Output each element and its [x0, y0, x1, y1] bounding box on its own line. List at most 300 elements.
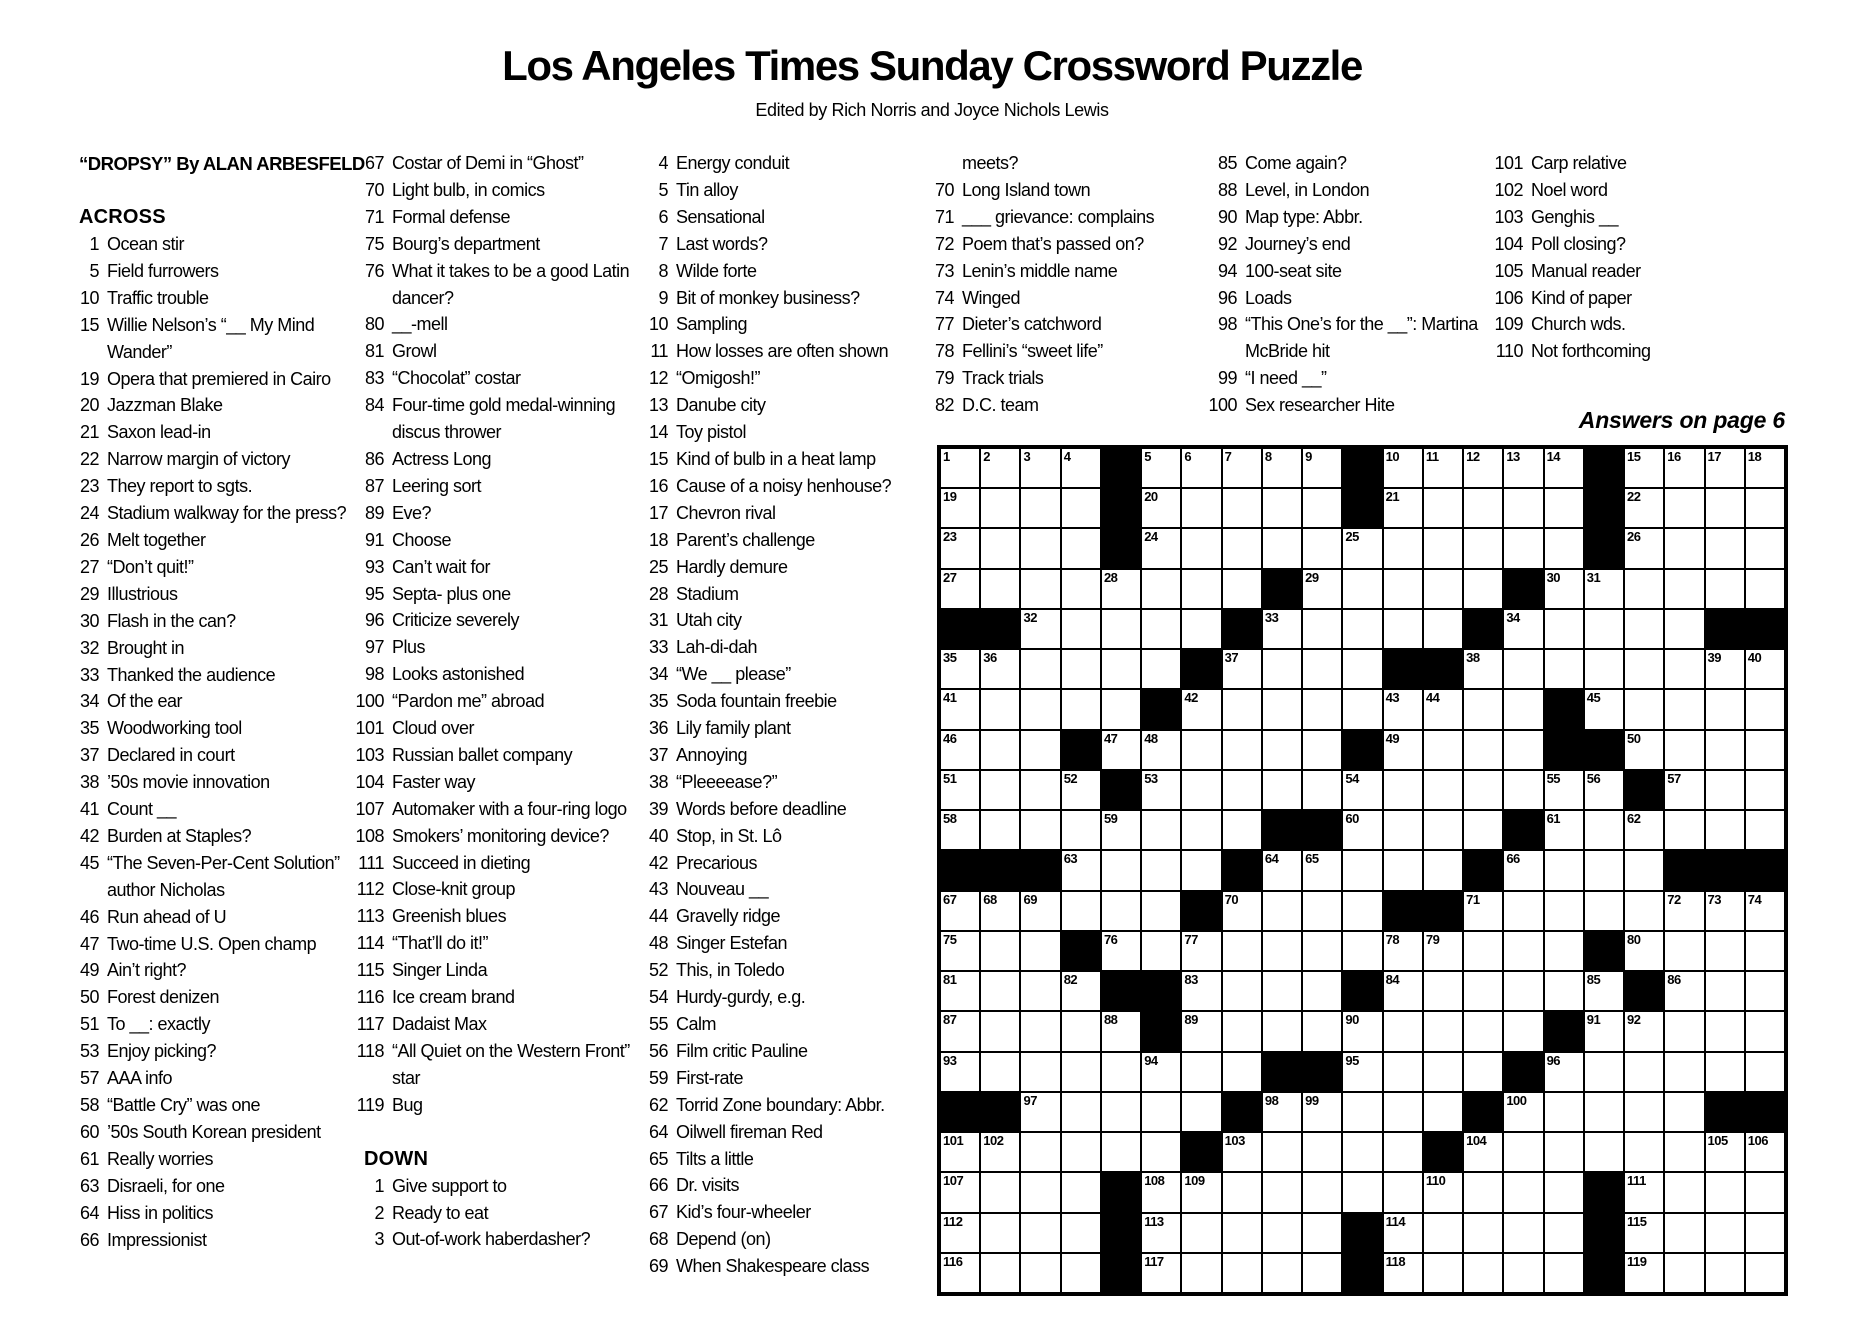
- grid-cell-r19c15[interactable]: [1503, 1172, 1543, 1212]
- grid-cell-r8c14[interactable]: [1463, 730, 1503, 770]
- grid-cell-r3c11[interactable]: [1342, 528, 1382, 568]
- grid-cell-r13c11[interactable]: [1342, 931, 1382, 971]
- grid-cell-r17c13[interactable]: [1423, 1092, 1463, 1132]
- grid-cell-r7c8[interactable]: [1222, 689, 1262, 729]
- grid-cell-r20c16[interactable]: [1544, 1213, 1584, 1253]
- grid-cell-r5c18[interactable]: [1624, 609, 1664, 649]
- grid-cell-r6c10[interactable]: [1302, 649, 1342, 689]
- grid-cell-r17c9[interactable]: [1262, 1092, 1302, 1132]
- grid-cell-r4c11[interactable]: [1342, 569, 1382, 609]
- grid-cell-r4c7[interactable]: [1181, 569, 1221, 609]
- grid-cell-r11c6[interactable]: [1141, 850, 1181, 890]
- grid-cell-r21c7[interactable]: [1181, 1253, 1221, 1293]
- grid-cell-r19c3[interactable]: [1020, 1172, 1060, 1212]
- grid-cell-r15c1[interactable]: [940, 1011, 980, 1051]
- grid-cell-r20c6[interactable]: [1141, 1213, 1181, 1253]
- grid-cell-r17c12[interactable]: [1383, 1092, 1423, 1132]
- grid-cell-r7c1[interactable]: [940, 689, 980, 729]
- grid-cell-r14c17[interactable]: [1584, 971, 1624, 1011]
- grid-cell-r8c3[interactable]: [1020, 730, 1060, 770]
- grid-cell-r18c3[interactable]: [1020, 1132, 1060, 1172]
- grid-cell-r2c13[interactable]: [1423, 488, 1463, 528]
- grid-cell-r19c10[interactable]: [1302, 1172, 1342, 1212]
- grid-cell-r16c21[interactable]: [1745, 1052, 1785, 1092]
- grid-cell-r8c7[interactable]: [1181, 730, 1221, 770]
- grid-cell-r8c20[interactable]: [1705, 730, 1745, 770]
- grid-cell-r4c6[interactable]: [1141, 569, 1181, 609]
- grid-cell-r6c16[interactable]: [1544, 649, 1584, 689]
- grid-cell-r16c11[interactable]: [1342, 1052, 1382, 1092]
- grid-cell-r3c4[interactable]: [1061, 528, 1101, 568]
- grid-cell-r3c12[interactable]: [1383, 528, 1423, 568]
- grid-cell-r5c4[interactable]: [1061, 609, 1101, 649]
- grid-cell-r16c3[interactable]: [1020, 1052, 1060, 1092]
- grid-cell-r9c15[interactable]: [1503, 770, 1543, 810]
- grid-cell-r21c1[interactable]: [940, 1253, 980, 1293]
- grid-cell-r11c17[interactable]: [1584, 850, 1624, 890]
- grid-cell-r16c13[interactable]: [1423, 1052, 1463, 1092]
- grid-cell-r10c21[interactable]: [1745, 810, 1785, 850]
- grid-cell-r9c10[interactable]: [1302, 770, 1342, 810]
- grid-cell-r7c4[interactable]: [1061, 689, 1101, 729]
- grid-cell-r21c3[interactable]: [1020, 1253, 1060, 1293]
- grid-cell-r2c15[interactable]: [1503, 488, 1543, 528]
- grid-cell-r12c14[interactable]: [1463, 891, 1503, 931]
- grid-cell-r17c5[interactable]: [1101, 1092, 1141, 1132]
- grid-cell-r18c6[interactable]: [1141, 1132, 1181, 1172]
- grid-cell-r2c10[interactable]: [1302, 488, 1342, 528]
- grid-cell-r9c3[interactable]: [1020, 770, 1060, 810]
- grid-cell-r14c20[interactable]: [1705, 971, 1745, 1011]
- grid-cell-r14c1[interactable]: [940, 971, 980, 1011]
- grid-cell-r20c13[interactable]: [1423, 1213, 1463, 1253]
- grid-cell-r13c18[interactable]: [1624, 931, 1664, 971]
- grid-cell-r18c18[interactable]: [1624, 1132, 1664, 1172]
- grid-cell-r9c7[interactable]: [1181, 770, 1221, 810]
- grid-cell-r17c18[interactable]: [1624, 1092, 1664, 1132]
- grid-cell-r4c13[interactable]: [1423, 569, 1463, 609]
- grid-cell-r7c7[interactable]: [1181, 689, 1221, 729]
- grid-cell-r8c21[interactable]: [1745, 730, 1785, 770]
- grid-cell-r13c19[interactable]: [1664, 931, 1704, 971]
- grid-cell-r4c8[interactable]: [1222, 569, 1262, 609]
- grid-cell-r18c4[interactable]: [1061, 1132, 1101, 1172]
- grid-cell-r14c2[interactable]: [980, 971, 1020, 1011]
- grid-cell-r14c8[interactable]: [1222, 971, 1262, 1011]
- grid-cell-r20c21[interactable]: [1745, 1213, 1785, 1253]
- grid-cell-r5c15[interactable]: [1503, 609, 1543, 649]
- grid-cell-r2c18[interactable]: [1624, 488, 1664, 528]
- grid-cell-r15c4[interactable]: [1061, 1011, 1101, 1051]
- grid-cell-r8c5[interactable]: [1101, 730, 1141, 770]
- grid-cell-r20c9[interactable]: [1262, 1213, 1302, 1253]
- grid-cell-r3c15[interactable]: [1503, 528, 1543, 568]
- grid-cell-r11c18[interactable]: [1624, 850, 1664, 890]
- grid-cell-r3c16[interactable]: [1544, 528, 1584, 568]
- grid-cell-r5c9[interactable]: [1262, 609, 1302, 649]
- grid-cell-r14c9[interactable]: [1262, 971, 1302, 1011]
- grid-cell-r10c5[interactable]: [1101, 810, 1141, 850]
- grid-cell-r4c20[interactable]: [1705, 569, 1745, 609]
- grid-cell-r6c15[interactable]: [1503, 649, 1543, 689]
- grid-cell-r8c12[interactable]: [1383, 730, 1423, 770]
- grid-cell-r21c10[interactable]: [1302, 1253, 1342, 1293]
- grid-cell-r5c6[interactable]: [1141, 609, 1181, 649]
- grid-cell-r5c5[interactable]: [1101, 609, 1141, 649]
- grid-cell-r11c9[interactable]: [1262, 850, 1302, 890]
- grid-cell-r16c20[interactable]: [1705, 1052, 1745, 1092]
- grid-cell-r11c4[interactable]: [1061, 850, 1101, 890]
- grid-cell-r16c2[interactable]: [980, 1052, 1020, 1092]
- grid-cell-r12c11[interactable]: [1342, 891, 1382, 931]
- grid-cell-r20c8[interactable]: [1222, 1213, 1262, 1253]
- grid-cell-r12c4[interactable]: [1061, 891, 1101, 931]
- grid-cell-r6c11[interactable]: [1342, 649, 1382, 689]
- grid-cell-r21c18[interactable]: [1624, 1253, 1664, 1293]
- grid-cell-r10c1[interactable]: [940, 810, 980, 850]
- grid-cell-r12c15[interactable]: [1503, 891, 1543, 931]
- grid-cell-r21c21[interactable]: [1745, 1253, 1785, 1293]
- grid-cell-r10c8[interactable]: [1222, 810, 1262, 850]
- grid-cell-r16c12[interactable]: [1383, 1052, 1423, 1092]
- grid-cell-r8c15[interactable]: [1503, 730, 1543, 770]
- grid-cell-r20c4[interactable]: [1061, 1213, 1101, 1253]
- grid-cell-r11c10[interactable]: [1302, 850, 1342, 890]
- grid-cell-r3c13[interactable]: [1423, 528, 1463, 568]
- grid-cell-r15c10[interactable]: [1302, 1011, 1342, 1051]
- grid-cell-r8c8[interactable]: [1222, 730, 1262, 770]
- grid-cell-r11c5[interactable]: [1101, 850, 1141, 890]
- grid-cell-r18c15[interactable]: [1503, 1132, 1543, 1172]
- grid-cell-r21c9[interactable]: [1262, 1253, 1302, 1293]
- grid-cell-r14c16[interactable]: [1544, 971, 1584, 1011]
- grid-cell-r17c16[interactable]: [1544, 1092, 1584, 1132]
- grid-cell-r10c4[interactable]: [1061, 810, 1101, 850]
- grid-cell-r3c10[interactable]: [1302, 528, 1342, 568]
- grid-cell-r1c12[interactable]: [1383, 448, 1423, 488]
- grid-cell-r1c21[interactable]: [1745, 448, 1785, 488]
- grid-cell-r7c5[interactable]: [1101, 689, 1141, 729]
- grid-cell-r18c8[interactable]: [1222, 1132, 1262, 1172]
- grid-cell-r19c21[interactable]: [1745, 1172, 1785, 1212]
- grid-cell-r10c6[interactable]: [1141, 810, 1181, 850]
- grid-cell-r5c16[interactable]: [1544, 609, 1584, 649]
- grid-cell-r10c17[interactable]: [1584, 810, 1624, 850]
- grid-cell-r13c9[interactable]: [1262, 931, 1302, 971]
- grid-cell-r11c12[interactable]: [1383, 850, 1423, 890]
- grid-cell-r10c2[interactable]: [980, 810, 1020, 850]
- grid-cell-r3c8[interactable]: [1222, 528, 1262, 568]
- grid-cell-r3c7[interactable]: [1181, 528, 1221, 568]
- grid-cell-r17c11[interactable]: [1342, 1092, 1382, 1132]
- grid-cell-r13c6[interactable]: [1141, 931, 1181, 971]
- grid-cell-r8c2[interactable]: [980, 730, 1020, 770]
- grid-cell-r21c4[interactable]: [1061, 1253, 1101, 1293]
- grid-cell-r2c9[interactable]: [1262, 488, 1302, 528]
- grid-cell-r7c21[interactable]: [1745, 689, 1785, 729]
- grid-cell-r11c7[interactable]: [1181, 850, 1221, 890]
- grid-cell-r17c7[interactable]: [1181, 1092, 1221, 1132]
- grid-cell-r9c17[interactable]: [1584, 770, 1624, 810]
- grid-cell-r8c6[interactable]: [1141, 730, 1181, 770]
- grid-cell-r15c13[interactable]: [1423, 1011, 1463, 1051]
- grid-cell-r17c6[interactable]: [1141, 1092, 1181, 1132]
- grid-cell-r14c7[interactable]: [1181, 971, 1221, 1011]
- grid-cell-r11c13[interactable]: [1423, 850, 1463, 890]
- grid-cell-r6c6[interactable]: [1141, 649, 1181, 689]
- grid-cell-r17c3[interactable]: [1020, 1092, 1060, 1132]
- grid-cell-r7c20[interactable]: [1705, 689, 1745, 729]
- grid-cell-r16c16[interactable]: [1544, 1052, 1584, 1092]
- grid-cell-r3c20[interactable]: [1705, 528, 1745, 568]
- grid-cell-r9c2[interactable]: [980, 770, 1020, 810]
- grid-cell-r9c12[interactable]: [1383, 770, 1423, 810]
- grid-cell-r8c19[interactable]: [1664, 730, 1704, 770]
- grid-cell-r1c6[interactable]: [1141, 448, 1181, 488]
- grid-cell-r4c5[interactable]: [1101, 569, 1141, 609]
- grid-cell-r10c7[interactable]: [1181, 810, 1221, 850]
- grid-cell-r9c6[interactable]: [1141, 770, 1181, 810]
- grid-cell-r12c19[interactable]: [1664, 891, 1704, 931]
- grid-cell-r11c16[interactable]: [1544, 850, 1584, 890]
- grid-cell-r13c3[interactable]: [1020, 931, 1060, 971]
- grid-cell-r16c7[interactable]: [1181, 1052, 1221, 1092]
- grid-cell-r1c2[interactable]: [980, 448, 1020, 488]
- grid-cell-r20c2[interactable]: [980, 1213, 1020, 1253]
- grid-cell-r19c2[interactable]: [980, 1172, 1020, 1212]
- grid-cell-r6c17[interactable]: [1584, 649, 1624, 689]
- grid-cell-r19c11[interactable]: [1342, 1172, 1382, 1212]
- grid-cell-r14c12[interactable]: [1383, 971, 1423, 1011]
- grid-cell-r6c21[interactable]: [1745, 649, 1785, 689]
- grid-cell-r4c4[interactable]: [1061, 569, 1101, 609]
- grid-cell-r15c19[interactable]: [1664, 1011, 1704, 1051]
- grid-cell-r21c14[interactable]: [1463, 1253, 1503, 1293]
- grid-cell-r3c6[interactable]: [1141, 528, 1181, 568]
- grid-cell-r9c20[interactable]: [1705, 770, 1745, 810]
- grid-cell-r14c3[interactable]: [1020, 971, 1060, 1011]
- grid-cell-r2c19[interactable]: [1664, 488, 1704, 528]
- grid-cell-r20c18[interactable]: [1624, 1213, 1664, 1253]
- grid-cell-r16c19[interactable]: [1664, 1052, 1704, 1092]
- grid-cell-r1c14[interactable]: [1463, 448, 1503, 488]
- grid-cell-r8c1[interactable]: [940, 730, 980, 770]
- grid-cell-r6c19[interactable]: [1664, 649, 1704, 689]
- grid-cell-r3c14[interactable]: [1463, 528, 1503, 568]
- grid-cell-r12c6[interactable]: [1141, 891, 1181, 931]
- grid-cell-r1c13[interactable]: [1423, 448, 1463, 488]
- grid-cell-r12c5[interactable]: [1101, 891, 1141, 931]
- grid-cell-r14c21[interactable]: [1745, 971, 1785, 1011]
- grid-cell-r19c18[interactable]: [1624, 1172, 1664, 1212]
- grid-cell-r12c9[interactable]: [1262, 891, 1302, 931]
- grid-cell-r13c7[interactable]: [1181, 931, 1221, 971]
- grid-cell-r2c16[interactable]: [1544, 488, 1584, 528]
- grid-cell-r21c15[interactable]: [1503, 1253, 1543, 1293]
- grid-cell-r12c17[interactable]: [1584, 891, 1624, 931]
- grid-cell-r4c12[interactable]: [1383, 569, 1423, 609]
- grid-cell-r10c3[interactable]: [1020, 810, 1060, 850]
- grid-cell-r2c14[interactable]: [1463, 488, 1503, 528]
- grid-cell-r3c21[interactable]: [1745, 528, 1785, 568]
- grid-cell-r9c9[interactable]: [1262, 770, 1302, 810]
- grid-cell-r10c18[interactable]: [1624, 810, 1664, 850]
- grid-cell-r18c16[interactable]: [1544, 1132, 1584, 1172]
- grid-cell-r15c11[interactable]: [1342, 1011, 1382, 1051]
- grid-cell-r9c16[interactable]: [1544, 770, 1584, 810]
- grid-cell-r7c17[interactable]: [1584, 689, 1624, 729]
- grid-cell-r21c16[interactable]: [1544, 1253, 1584, 1293]
- grid-cell-r16c6[interactable]: [1141, 1052, 1181, 1092]
- grid-cell-r5c19[interactable]: [1664, 609, 1704, 649]
- grid-cell-r6c8[interactable]: [1222, 649, 1262, 689]
- grid-cell-r4c19[interactable]: [1664, 569, 1704, 609]
- grid-cell-r12c1[interactable]: [940, 891, 980, 931]
- grid-cell-r3c3[interactable]: [1020, 528, 1060, 568]
- grid-cell-r1c18[interactable]: [1624, 448, 1664, 488]
- grid-cell-r2c8[interactable]: [1222, 488, 1262, 528]
- grid-cell-r10c11[interactable]: [1342, 810, 1382, 850]
- grid-cell-r11c11[interactable]: [1342, 850, 1382, 890]
- grid-cell-r18c10[interactable]: [1302, 1132, 1342, 1172]
- grid-cell-r4c17[interactable]: [1584, 569, 1624, 609]
- grid-cell-r14c14[interactable]: [1463, 971, 1503, 1011]
- grid-cell-r9c1[interactable]: [940, 770, 980, 810]
- grid-cell-r10c19[interactable]: [1664, 810, 1704, 850]
- grid-cell-r18c2[interactable]: [980, 1132, 1020, 1172]
- grid-cell-r10c16[interactable]: [1544, 810, 1584, 850]
- grid-cell-r3c19[interactable]: [1664, 528, 1704, 568]
- grid-cell-r19c19[interactable]: [1664, 1172, 1704, 1212]
- grid-cell-r2c7[interactable]: [1181, 488, 1221, 528]
- grid-cell-r20c12[interactable]: [1383, 1213, 1423, 1253]
- grid-cell-r1c3[interactable]: [1020, 448, 1060, 488]
- grid-cell-r1c20[interactable]: [1705, 448, 1745, 488]
- grid-cell-r10c13[interactable]: [1423, 810, 1463, 850]
- grid-cell-r15c5[interactable]: [1101, 1011, 1141, 1051]
- grid-cell-r20c3[interactable]: [1020, 1213, 1060, 1253]
- grid-cell-r16c14[interactable]: [1463, 1052, 1503, 1092]
- grid-cell-r2c20[interactable]: [1705, 488, 1745, 528]
- grid-cell-r13c2[interactable]: [980, 931, 1020, 971]
- grid-cell-r20c7[interactable]: [1181, 1213, 1221, 1253]
- grid-cell-r20c15[interactable]: [1503, 1213, 1543, 1253]
- grid-cell-r15c2[interactable]: [980, 1011, 1020, 1051]
- grid-cell-r2c4[interactable]: [1061, 488, 1101, 528]
- grid-cell-r20c20[interactable]: [1705, 1213, 1745, 1253]
- grid-cell-r5c7[interactable]: [1181, 609, 1221, 649]
- grid-cell-r15c18[interactable]: [1624, 1011, 1664, 1051]
- grid-cell-r7c15[interactable]: [1503, 689, 1543, 729]
- grid-cell-r14c4[interactable]: [1061, 971, 1101, 1011]
- grid-cell-r15c8[interactable]: [1222, 1011, 1262, 1051]
- grid-cell-r20c1[interactable]: [940, 1213, 980, 1253]
- grid-cell-r18c5[interactable]: [1101, 1132, 1141, 1172]
- grid-cell-r1c10[interactable]: [1302, 448, 1342, 488]
- grid-cell-r10c14[interactable]: [1463, 810, 1503, 850]
- grid-cell-r4c1[interactable]: [940, 569, 980, 609]
- grid-cell-r17c4[interactable]: [1061, 1092, 1101, 1132]
- grid-cell-r13c1[interactable]: [940, 931, 980, 971]
- grid-cell-r18c1[interactable]: [940, 1132, 980, 1172]
- grid-cell-r6c3[interactable]: [1020, 649, 1060, 689]
- grid-cell-r14c19[interactable]: [1664, 971, 1704, 1011]
- grid-cell-r12c8[interactable]: [1222, 891, 1262, 931]
- grid-cell-r6c1[interactable]: [940, 649, 980, 689]
- grid-cell-r9c4[interactable]: [1061, 770, 1101, 810]
- grid-cell-r18c20[interactable]: [1705, 1132, 1745, 1172]
- grid-cell-r6c20[interactable]: [1705, 649, 1745, 689]
- grid-cell-r21c6[interactable]: [1141, 1253, 1181, 1293]
- grid-cell-r5c11[interactable]: [1342, 609, 1382, 649]
- grid-cell-r7c13[interactable]: [1423, 689, 1463, 729]
- grid-cell-r17c10[interactable]: [1302, 1092, 1342, 1132]
- grid-cell-r15c15[interactable]: [1503, 1011, 1543, 1051]
- grid-cell-r16c18[interactable]: [1624, 1052, 1664, 1092]
- grid-cell-r5c3[interactable]: [1020, 609, 1060, 649]
- grid-cell-r18c21[interactable]: [1745, 1132, 1785, 1172]
- grid-cell-r12c3[interactable]: [1020, 891, 1060, 931]
- grid-cell-r2c2[interactable]: [980, 488, 1020, 528]
- grid-cell-r20c14[interactable]: [1463, 1213, 1503, 1253]
- grid-cell-r19c1[interactable]: [940, 1172, 980, 1212]
- grid-cell-r17c15[interactable]: [1503, 1092, 1543, 1132]
- grid-cell-r12c20[interactable]: [1705, 891, 1745, 931]
- grid-cell-r4c2[interactable]: [980, 569, 1020, 609]
- grid-cell-r3c18[interactable]: [1624, 528, 1664, 568]
- grid-cell-r18c12[interactable]: [1383, 1132, 1423, 1172]
- grid-cell-r8c18[interactable]: [1624, 730, 1664, 770]
- grid-cell-r15c12[interactable]: [1383, 1011, 1423, 1051]
- grid-cell-r19c8[interactable]: [1222, 1172, 1262, 1212]
- grid-cell-r19c7[interactable]: [1181, 1172, 1221, 1212]
- grid-cell-r5c12[interactable]: [1383, 609, 1423, 649]
- grid-cell-r19c4[interactable]: [1061, 1172, 1101, 1212]
- grid-cell-r3c1[interactable]: [940, 528, 980, 568]
- grid-cell-r4c18[interactable]: [1624, 569, 1664, 609]
- grid-cell-r9c14[interactable]: [1463, 770, 1503, 810]
- grid-cell-r21c19[interactable]: [1664, 1253, 1704, 1293]
- grid-cell-r19c16[interactable]: [1544, 1172, 1584, 1212]
- grid-cell-r15c20[interactable]: [1705, 1011, 1745, 1051]
- grid-cell-r8c9[interactable]: [1262, 730, 1302, 770]
- grid-cell-r13c5[interactable]: [1101, 931, 1141, 971]
- grid-cell-r12c21[interactable]: [1745, 891, 1785, 931]
- grid-cell-r15c9[interactable]: [1262, 1011, 1302, 1051]
- grid-cell-r15c14[interactable]: [1463, 1011, 1503, 1051]
- grid-cell-r6c5[interactable]: [1101, 649, 1141, 689]
- grid-cell-r4c16[interactable]: [1544, 569, 1584, 609]
- grid-cell-r15c21[interactable]: [1745, 1011, 1785, 1051]
- grid-cell-r13c14[interactable]: [1463, 931, 1503, 971]
- grid-cell-r19c6[interactable]: [1141, 1172, 1181, 1212]
- grid-cell-r4c14[interactable]: [1463, 569, 1503, 609]
- grid-cell-r1c7[interactable]: [1181, 448, 1221, 488]
- grid-cell-r20c10[interactable]: [1302, 1213, 1342, 1253]
- grid-cell-r7c12[interactable]: [1383, 689, 1423, 729]
- grid-cell-r13c15[interactable]: [1503, 931, 1543, 971]
- grid-cell-r2c3[interactable]: [1020, 488, 1060, 528]
- grid-cell-r17c17[interactable]: [1584, 1092, 1624, 1132]
- grid-cell-r15c7[interactable]: [1181, 1011, 1221, 1051]
- grid-cell-r18c19[interactable]: [1664, 1132, 1704, 1172]
- grid-cell-r1c4[interactable]: [1061, 448, 1101, 488]
- grid-cell-r14c10[interactable]: [1302, 971, 1342, 1011]
- grid-cell-r3c9[interactable]: [1262, 528, 1302, 568]
- grid-cell-r13c8[interactable]: [1222, 931, 1262, 971]
- grid-cell-r14c15[interactable]: [1503, 971, 1543, 1011]
- grid-cell-r7c14[interactable]: [1463, 689, 1503, 729]
